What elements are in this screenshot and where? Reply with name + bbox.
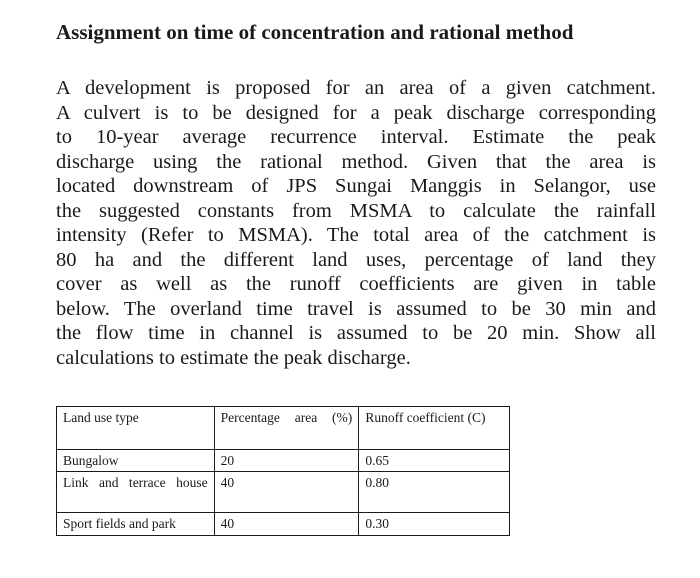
cell-runoff: 0.30 <box>359 513 510 536</box>
cell-percentage: 20 <box>214 450 359 472</box>
header-percentage-area-text: Percentage area (%) <box>220 410 353 425</box>
cell-percentage: 40 <box>214 513 359 536</box>
paragraph-line: located downstream of JPS Sungai Manggis in Selangor, use <box>56 175 656 197</box>
paragraph-line: intensity (Refer to MSMA). The total area of the catchment is <box>56 224 656 246</box>
paragraph-line: to 10-year average recurrence interval. Estimate the peak <box>56 126 656 148</box>
paragraph-line: A culvert is to be designed for a peak discharge corresponding <box>56 101 656 124</box>
table-row <box>57 450 510 472</box>
table-header-row <box>57 407 510 450</box>
paragraph-line: below. The overland time travel is assumed to be 30 min and <box>56 297 656 320</box>
table-row <box>57 472 510 513</box>
cell-land-use: Sport fields and park <box>57 513 215 536</box>
cell-runoff: 0.65 <box>359 450 510 472</box>
paragraph-line: discharge using the rational method. Given that the area is <box>56 150 656 173</box>
cell-land-use-text: Link and terrace house <box>63 475 208 490</box>
cell-land-use <box>57 472 215 513</box>
header-percentage-area <box>214 407 359 450</box>
paragraph-line: cover as well as the runoff coefficients are given in table <box>56 273 656 295</box>
paragraph-line: calculations to estimate the peak discharge. <box>56 346 411 369</box>
cell-land-use: Bungalow <box>57 450 215 472</box>
header-runoff-coefficient: Runoff coefficient (C) <box>359 407 510 450</box>
paragraph-line: the flow time in channel is assumed to be 20 min. Show all <box>56 322 656 344</box>
land-use-table <box>56 406 510 536</box>
paragraph-line: 80 ha and the different land uses, percentage of land they <box>56 248 656 271</box>
problem-statement <box>56 76 656 370</box>
cell-runoff: 0.80 <box>359 472 510 513</box>
table-row <box>57 513 510 536</box>
paragraph-line: A development is proposed for an area of a given catchment. <box>56 77 656 99</box>
document-title: Assignment on time of concentration and rational method <box>56 20 574 44</box>
header-land-use: Land use type <box>57 407 215 450</box>
cell-percentage: 40 <box>214 472 359 513</box>
paragraph-line: the suggested constants from MSMA to calculate the rainfall <box>56 199 656 222</box>
